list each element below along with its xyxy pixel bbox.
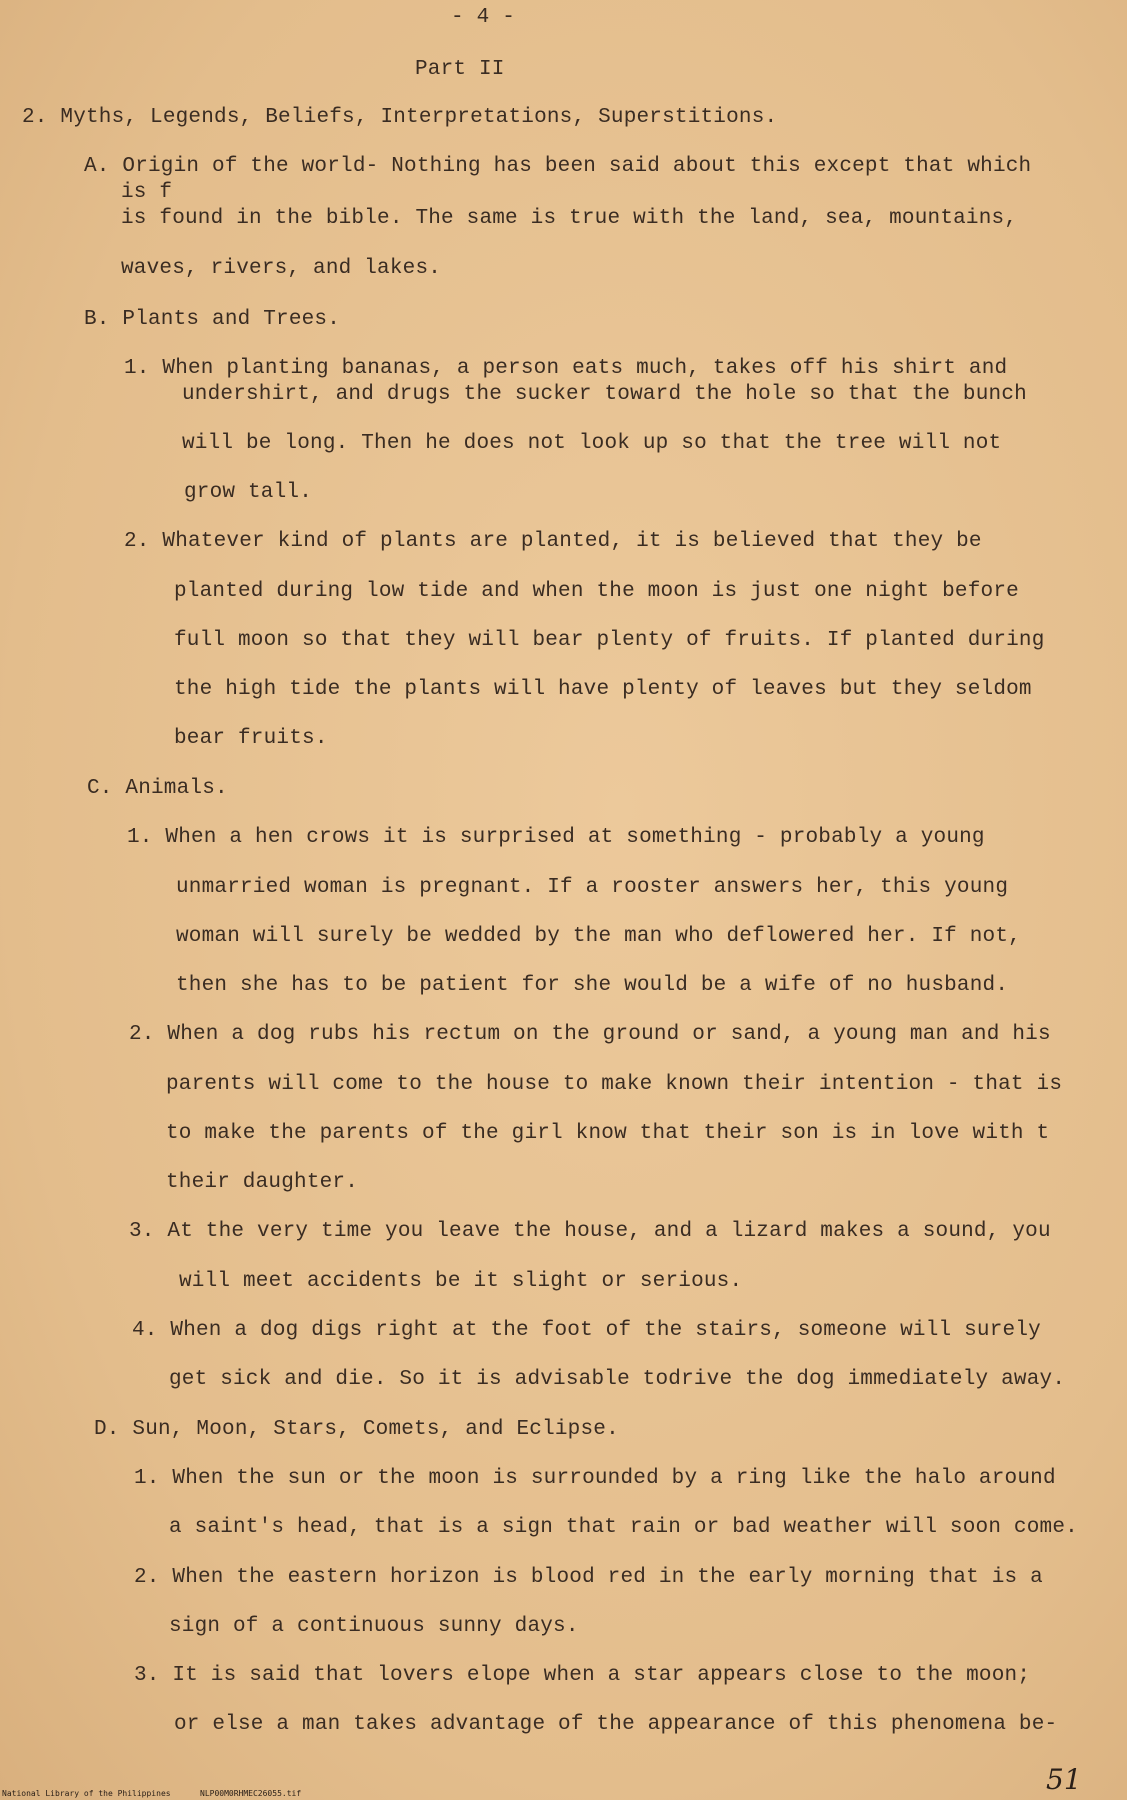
- text-line: 3. At the very time you leave the house, and a lizard makes a sound, you: [129, 1220, 1051, 1243]
- section-title: 2. Myths, Legends, Beliefs, Interpretations, Superstitions.: [22, 106, 778, 129]
- text-line: A. Origin of the world- Nothing has been said about this except that which: [84, 155, 1032, 178]
- text-line: or else a man takes advantage of the appearance of this phenomena be-: [174, 1713, 1058, 1736]
- text-line: is f: [121, 181, 173, 204]
- text-line: will be long. Then he does not look up so that the tree will not: [182, 432, 1002, 455]
- text-line: their daughter.: [166, 1171, 359, 1194]
- text-line: 4. When a dog digs right at the foot of the stairs, someone will surely: [132, 1319, 1041, 1342]
- file-id: NLP00M0RHMEC26055.tif: [200, 1789, 302, 1798]
- text-line: 2. When the eastern horizon is blood red in the early morning that is a: [134, 1566, 1043, 1589]
- subsection-heading: B. Plants and Trees.: [84, 308, 341, 331]
- subsection-heading: C. Animals.: [87, 777, 228, 800]
- text-line: grow tall.: [184, 481, 313, 504]
- text-line: full moon so that they will bear plenty of fruits. If planted during: [174, 629, 1045, 652]
- text-line: get sick and die. So it is advisable todrive the dog immediately away.: [169, 1368, 1066, 1391]
- text-line: then she has to be patient for she would be a wife of no husband.: [176, 974, 1009, 997]
- text-line: a saint's head, that is a sign that rain or bad weather will soon come.: [169, 1516, 1078, 1539]
- subsection-heading: D. Sun, Moon, Stars, Comets, and Eclipse.: [94, 1418, 619, 1441]
- text-line: waves, rivers, and lakes.: [121, 257, 442, 280]
- text-line: to make the parents of the girl know that their son is in love with t: [166, 1122, 1050, 1145]
- text-line: planted during low tide and when the moon is just one night before: [174, 580, 1019, 603]
- text-line: is found in the bible. The same is true with the land, sea, mountains,: [121, 207, 1018, 230]
- text-line: 1. When the sun or the moon is surrounded by a ring like the halo around: [134, 1467, 1056, 1490]
- text-line: the high tide the plants will have plenty of leaves but they seldom: [174, 678, 1032, 701]
- text-line: unmarried woman is pregnant. If a rooster answers her, this young: [176, 876, 1009, 899]
- page-number: - 4 -: [451, 6, 516, 29]
- text-line: sign of a continuous sunny days.: [169, 1615, 579, 1638]
- text-line: bear fruits.: [174, 727, 328, 750]
- text-line: 1. When a hen crows it is surprised at something - probably a young: [127, 826, 985, 849]
- text-line: woman will surely be wedded by the man who deflowered her. If not,: [176, 925, 1021, 948]
- text-line: 3. It is said that lovers elope when a star appears close to the moon;: [134, 1664, 1031, 1687]
- text-line: 2. When a dog rubs his rectum on the ground or sand, a young man and his: [129, 1023, 1051, 1046]
- text-line: parents will come to the house to make known their intention - that is: [166, 1073, 1063, 1096]
- part-heading: Part II: [415, 58, 505, 81]
- text-line: undershirt, and drugs the sucker toward the hole so that the bunch: [182, 383, 1027, 406]
- library-credit: National Library of the Philippines: [2, 1789, 171, 1798]
- folio-number: 51: [1046, 1763, 1082, 1796]
- text-line: 1. When planting bananas, a person eats much, takes off his shirt and: [124, 357, 1008, 380]
- text-line: will meet accidents be it slight or serious.: [179, 1270, 743, 1293]
- text-line: 2. Whatever kind of plants are planted, it is believed that they be: [124, 530, 982, 553]
